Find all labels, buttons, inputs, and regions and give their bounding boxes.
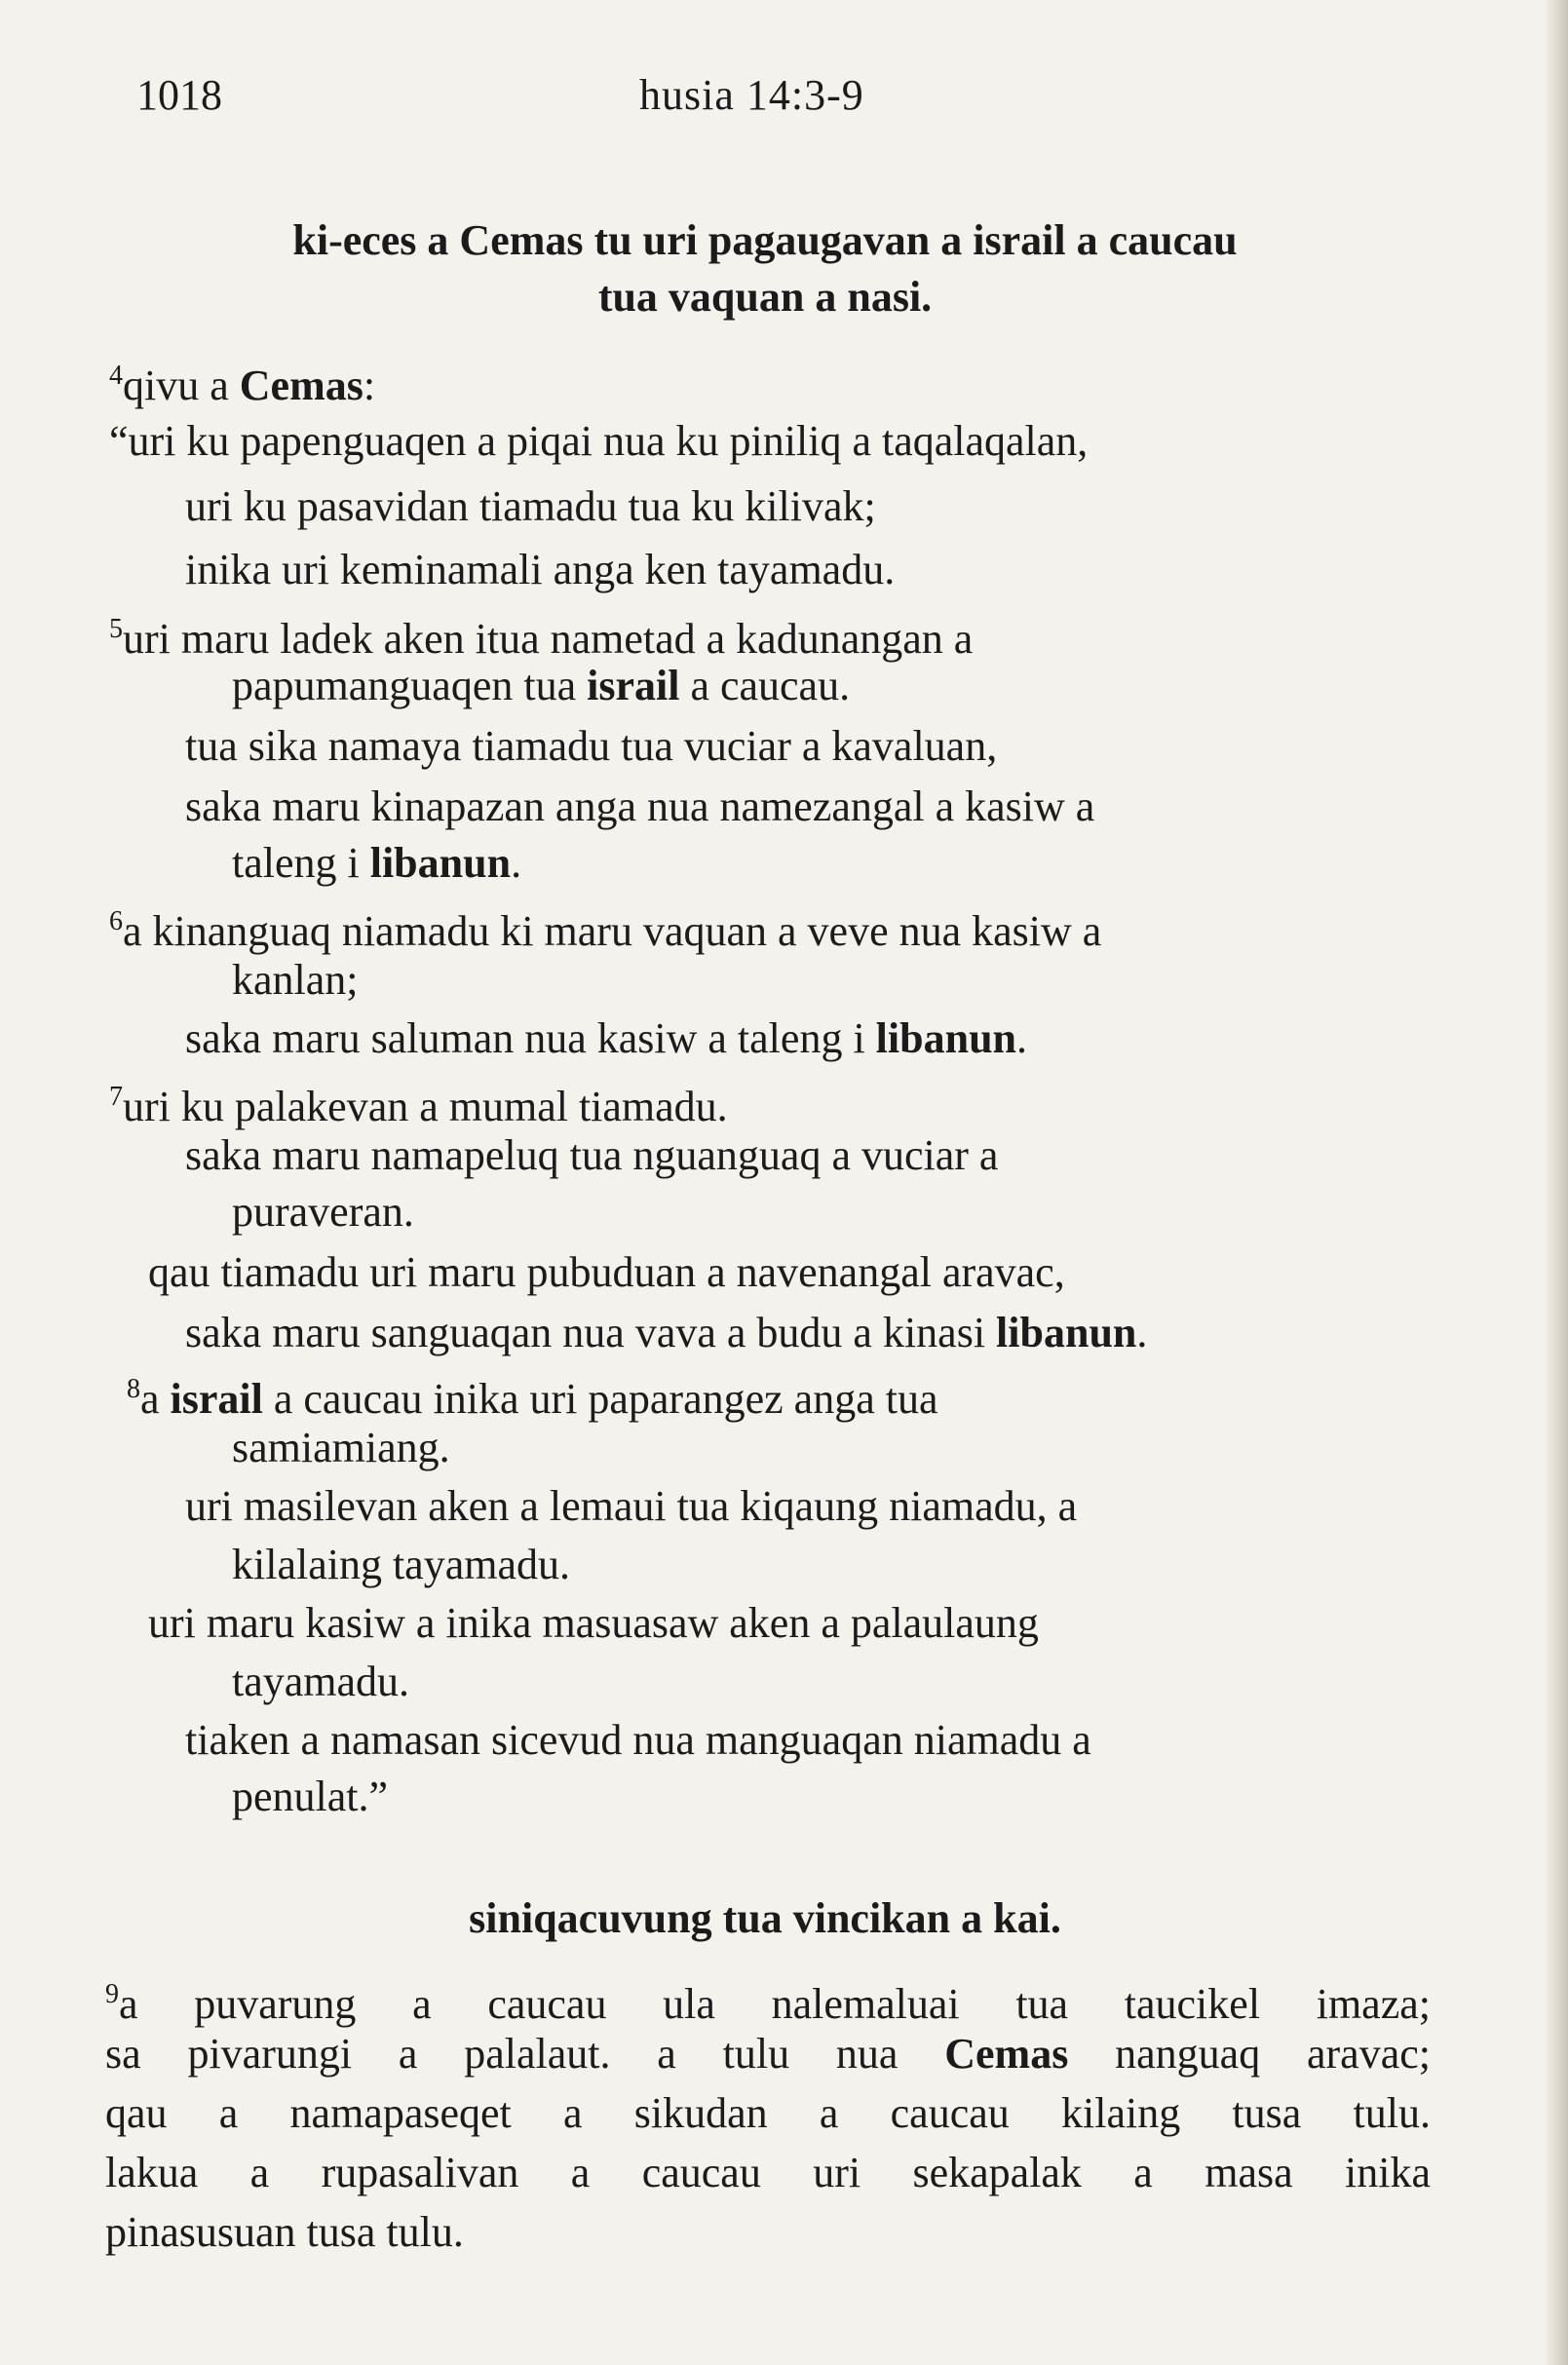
prose-line-2 bbox=[105, 2024, 1431, 2083]
poem-line-5-b: a caucau. bbox=[679, 662, 851, 709]
poem-line-8-bold: libanun bbox=[369, 839, 512, 887]
section-heading-1-line2: tua vaquan a nasi. bbox=[597, 273, 933, 321]
poem-line-13: saka maru namapeluq tua nguanguaq a vuciar a bbox=[185, 1131, 999, 1179]
poem-line-7: saka maru kinapazan anga nua namezangal a kasiw a bbox=[185, 782, 1095, 830]
verse-number-5: 5 bbox=[109, 614, 123, 644]
poem-line-14: puraveran. bbox=[232, 1188, 414, 1236]
poem-line-4-text: uri maru ladek aken itua nametad a kadunangan a bbox=[123, 615, 974, 663]
poem-line-18: samiamiang. bbox=[232, 1424, 450, 1471]
prose-line-4: lakua a rupasalivan a caucau uri sekapalak a masa inika bbox=[105, 2149, 1431, 2196]
poem-line-5-a: papumanguaqen tua bbox=[232, 662, 588, 709]
section-heading-2: siniqacuvung tua vincikan a kai. bbox=[469, 1894, 1061, 1942]
poem-line-10: kanlan; bbox=[232, 956, 359, 1004]
poem-line-8 bbox=[232, 836, 521, 891]
section-heading-1 bbox=[117, 212, 1413, 325]
poem-line-8-a: taleng i bbox=[232, 839, 370, 887]
prose-line-2-bold: Cemas bbox=[944, 2030, 1069, 2078]
prose-line-3: qau a namapaseqet a sikudan a caucau kilaing tusa tulu. bbox=[105, 2089, 1431, 2137]
poem-line-9-text: a kinanguaq niamadu ki maru vaquan a veve nua kasiw a bbox=[123, 907, 1102, 955]
poem-line-20: kilalaing tayamadu. bbox=[232, 1541, 570, 1588]
prose-paragraph-9 bbox=[105, 1964, 1431, 2262]
poem-line-3: inika uri keminamali anga ken tayamadu. bbox=[185, 546, 896, 593]
poem-line-17-bold: israil bbox=[170, 1375, 263, 1423]
poem-line-17-b: a caucau inika uri paparangez anga tua bbox=[262, 1375, 938, 1423]
poem-line-16-a: saka maru sanguaqan nua vava a budu a kinasi bbox=[185, 1309, 997, 1356]
poem-line-2: uri ku pasavidan tiamadu tua ku kilivak; bbox=[185, 482, 876, 530]
section-heading-1-line1: ki-eces a Cemas tu uri pagaugavan a israil a caucau bbox=[292, 216, 1238, 264]
poem-line-16 bbox=[185, 1306, 1147, 1360]
poem-line-11-bold: libanun bbox=[875, 1014, 1017, 1062]
poem-line-19: uri masilevan aken a lemaui tua kiqaung niamadu, a bbox=[185, 1482, 1078, 1530]
page-header bbox=[0, 58, 1520, 127]
poem-line-6: tua sika namaya tiamadu tua vuciar a kavaluan, bbox=[185, 722, 998, 770]
poem-line-5-bold: israil bbox=[587, 662, 680, 709]
running-head: husia 14:3-9 bbox=[639, 71, 864, 119]
verse-4-intro-text: qivu a bbox=[123, 362, 240, 409]
poem-line-1: “uri ku papenguaqen a piqai nua ku piniliq a taqalaqalan, bbox=[109, 417, 1089, 465]
poem-line-12 bbox=[109, 1070, 728, 1134]
prose-line-2-a: sa pivarungi a palalaut. a tulu nua bbox=[105, 2030, 945, 2078]
prose-line-5: pinasusuan tusa tulu. bbox=[105, 2208, 464, 2256]
verse-number-6: 6 bbox=[109, 906, 123, 936]
verse-number-8: 8 bbox=[127, 1374, 140, 1404]
prose-line-1 bbox=[105, 1964, 1431, 2028]
poem-line-24: penulat.” bbox=[232, 1773, 389, 1820]
poem-line-16-bold: libanun bbox=[996, 1309, 1137, 1356]
verse-number-9: 9 bbox=[105, 1979, 119, 2009]
poem-line-4 bbox=[109, 602, 973, 667]
verse-4-intro-end: : bbox=[363, 362, 376, 409]
verse-number-4: 4 bbox=[109, 361, 123, 391]
verse-4-intro bbox=[109, 349, 375, 413]
poem-line-9 bbox=[109, 895, 1101, 959]
poem-line-5 bbox=[232, 659, 850, 713]
poem-line-17 bbox=[127, 1362, 937, 1427]
poem-line-16-b: . bbox=[1136, 1309, 1148, 1356]
poem-line-23: tiaken a namasan sicevud nua manguaqan niamadu a bbox=[185, 1716, 1091, 1764]
poem-line-17-a: a bbox=[140, 1375, 171, 1423]
page-number: 1018 bbox=[136, 71, 222, 119]
prose-line-1-text: a puvarung a caucau ula nalemaluai tua taucikel imaza; bbox=[119, 1980, 1431, 2028]
poem-line-11-b: . bbox=[1016, 1014, 1028, 1062]
page-edge bbox=[1547, 0, 1568, 2365]
poem-line-21: uri maru kasiw a inika masuasaw aken a palaulaung bbox=[148, 1599, 1039, 1647]
verse-number-7: 7 bbox=[109, 1082, 123, 1112]
verse-4-speaker: Cemas bbox=[239, 362, 363, 409]
poem-line-15: qau tiamadu uri maru pubuduan a navenangal aravac, bbox=[148, 1248, 1065, 1296]
poem-line-8-b: . bbox=[511, 839, 522, 887]
poem-line-22: tayamadu. bbox=[232, 1658, 410, 1705]
poem-line-12-text: uri ku palakevan a mumal tiamadu. bbox=[123, 1083, 728, 1130]
poem-line-11-a: saka maru saluman nua kasiw a taleng i bbox=[185, 1014, 876, 1062]
poem-line-11 bbox=[185, 1011, 1027, 1066]
prose-line-2-b: nanguaq aravac; bbox=[1068, 2030, 1431, 2078]
